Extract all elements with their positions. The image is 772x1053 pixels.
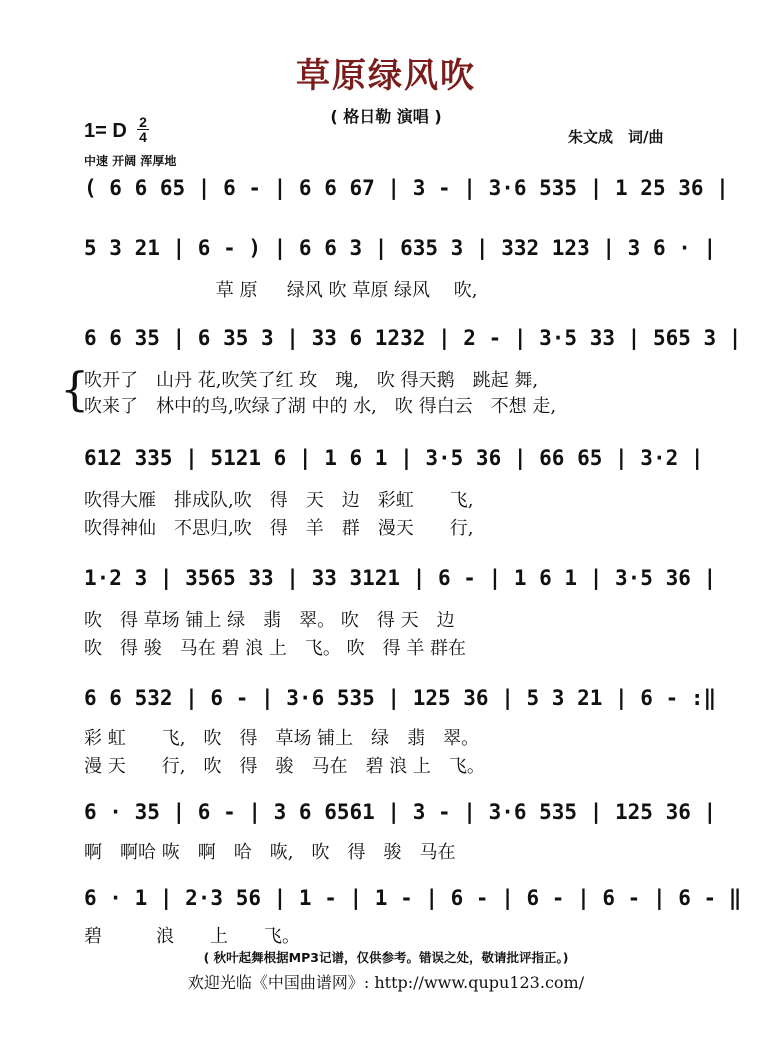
score-row-5-lyrics-2: 吹 得 骏 马在 碧 浪 上 飞。 吹 得 羊 群在 bbox=[84, 638, 467, 659]
score-row-6-notes: 6 6 532 | 6 - | 3·6 535 | 125 36 | 5 3 21 | 6 - :‖ bbox=[84, 686, 717, 710]
time-signature bbox=[137, 116, 149, 143]
score-row-6-lyrics-1: 彩 虹 飞, 吹 得 草场 铺上 绿 翡 翠。 bbox=[84, 728, 480, 749]
score-row-8-lyrics: 碧 浪 上 飞。 bbox=[84, 926, 300, 947]
score-row-7-lyrics: 啊 啊哈 咴 啊 哈 咴, 吹 得 骏 马在 bbox=[84, 842, 456, 863]
score-row-7-notes: 6 · 35 | 6 - | 3 6 6561 | 3 - | 3·6 535 | 125 36 | bbox=[84, 800, 717, 824]
score-row-6-lyrics-2: 漫 天 行, 吹 得 骏 马在 碧 浪 上 飞。 bbox=[84, 756, 485, 777]
meter-top: 2 bbox=[139, 114, 147, 130]
score-row-1-notes: ( 6 6 65 | 6 - | 6 6 67 | 3 - | 3·6 535 | 1 25 36 | bbox=[84, 176, 729, 200]
performer-line: ( 格日勒 演唱 ) bbox=[330, 107, 442, 126]
score-row-8-notes: 6 · 1 | 2·3 56 | 1 - | 1 - | 6 - | 6 - | 6 - | 6 - ‖ bbox=[84, 886, 742, 910]
score-row-5-lyrics-1: 吹 得 草场 铺上 绿 翡 翠。 吹 得 天 边 bbox=[84, 610, 455, 631]
score-row-2-notes: 5 3 21 | 6 - ) | 6 6 3 | 635 3 | 332 123 | 3 6 · | bbox=[84, 236, 717, 260]
site-credit: 欢迎光临《中国曲谱网》: http://www.qupu123.com/ bbox=[187, 973, 585, 992]
score-row-3-lyrics-2: 吹来了 林中的鸟,吹绿了湖 中的 水, 吹 得白云 不想 走, bbox=[84, 396, 557, 417]
score-row-4-notes: 612 335 | 5121 6 | 1 6 1 | 3·5 36 | 66 65 | 3·2 | bbox=[84, 446, 704, 470]
score-row-4-lyrics-2: 吹得神仙 不思归,吹 得 羊 群 漫天 行, bbox=[84, 518, 474, 539]
composer-credits: 朱文成 词/曲 bbox=[568, 128, 664, 146]
tempo-marking: 中速 开阔 浑厚地 bbox=[84, 154, 177, 168]
page-title: 草原绿风吹 bbox=[296, 56, 476, 96]
key-signature: 1= D bbox=[84, 120, 127, 142]
meter-bottom: 4 bbox=[139, 129, 147, 145]
score-row-5-notes: 1·2 3 | 3565 33 | 33 3121 | 6 - | 1 6 1 | 3·5 36 | bbox=[84, 566, 717, 590]
verse-brace: { bbox=[60, 362, 90, 416]
score-row-2-lyrics: 草 原 绿风 吹 草原 绿风 吹, bbox=[84, 280, 478, 301]
score-row-4-lyrics-1: 吹得大雁 排成队,吹 得 天 边 彩虹 飞, bbox=[84, 490, 474, 511]
transcription-note: ( 秋叶起舞根据MP3记谱，仅供参考。错误之处，敬请批评指正。) bbox=[203, 950, 569, 965]
score-row-3-lyrics-1: 吹开了 山丹 花,吹笑了红 玫 瑰, 吹 得天鹅 跳起 舞, bbox=[84, 370, 539, 391]
score-row-3-notes: 6 6 35 | 6 35 3 | 33 6 1232 | 2 - | 3·5 33 | 565 3 | bbox=[84, 326, 742, 350]
